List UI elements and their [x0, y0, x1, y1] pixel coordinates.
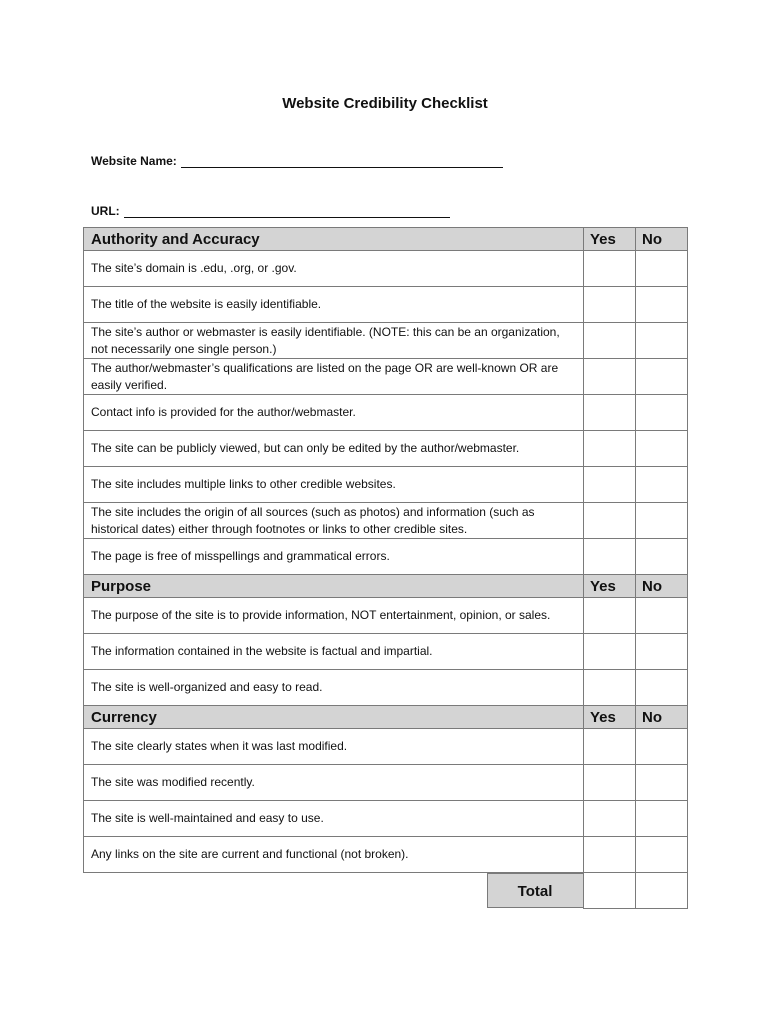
- page-title: Website Credibility Checklist: [282, 95, 488, 112]
- website-name-label: Website Name:: [91, 154, 177, 168]
- no-checkbox-cell[interactable]: [636, 837, 688, 873]
- total-label: Total: [487, 873, 583, 908]
- section-heading: Purpose: [84, 575, 584, 598]
- no-column-header: No: [636, 228, 688, 251]
- yes-column-header: Yes: [584, 706, 636, 729]
- no-total-cell[interactable]: [636, 873, 688, 909]
- credibility-checklist-table: [83, 227, 688, 909]
- no-column-header: No: [636, 575, 688, 598]
- checklist-row: [84, 729, 688, 765]
- checklist-row: [84, 359, 688, 395]
- criterion-text: The information contained in the website is factual and impartial.: [84, 634, 584, 670]
- criterion-text: The title of the website is easily identifiable.: [84, 287, 584, 323]
- url-label: URL:: [91, 204, 120, 218]
- checklist-row: [84, 287, 688, 323]
- no-checkbox-cell[interactable]: [636, 670, 688, 706]
- yes-checkbox-cell[interactable]: [584, 670, 636, 706]
- section-header: [84, 575, 688, 598]
- checklist-row: [84, 598, 688, 634]
- url-input-line[interactable]: [124, 205, 450, 218]
- url-field[interactable]: [91, 204, 450, 218]
- yes-checkbox-cell[interactable]: [584, 431, 636, 467]
- yes-total-cell[interactable]: [584, 873, 636, 909]
- yes-checkbox-cell[interactable]: [584, 634, 636, 670]
- criterion-text: The site clearly states when it was last modified.: [84, 729, 584, 765]
- no-checkbox-cell[interactable]: [636, 765, 688, 801]
- checklist-row: [84, 670, 688, 706]
- yes-checkbox-cell[interactable]: [584, 323, 636, 359]
- checklist-row: [84, 765, 688, 801]
- criterion-text: The site is well-organized and easy to read.: [84, 670, 584, 706]
- no-checkbox-cell[interactable]: [636, 467, 688, 503]
- no-checkbox-cell[interactable]: [636, 395, 688, 431]
- criterion-text: The author/webmaster’s qualifications are listed on the page OR are well-known OR are easily verified.: [84, 359, 584, 395]
- no-checkbox-cell[interactable]: [636, 801, 688, 837]
- criterion-text: The page is free of misspellings and grammatical errors.: [84, 539, 584, 575]
- yes-checkbox-cell[interactable]: [584, 251, 636, 287]
- no-checkbox-cell[interactable]: [636, 251, 688, 287]
- no-checkbox-cell[interactable]: [636, 287, 688, 323]
- yes-checkbox-cell[interactable]: [584, 837, 636, 873]
- criterion-text: The site includes the origin of all sources (such as photos) and information (such as historical dates) either through footnotes or links to other credible sites.: [84, 503, 584, 539]
- section-heading: Authority and Accuracy: [84, 228, 584, 251]
- criterion-text: The site is well-maintained and easy to use.: [84, 801, 584, 837]
- checklist-row: [84, 323, 688, 359]
- checklist-row: [84, 837, 688, 873]
- website-name-input-line[interactable]: [181, 155, 503, 168]
- yes-checkbox-cell[interactable]: [584, 765, 636, 801]
- criterion-text: Any links on the site are current and functional (not broken).: [84, 837, 584, 873]
- section-header: [84, 228, 688, 251]
- yes-checkbox-cell[interactable]: [584, 729, 636, 765]
- yes-column-header: Yes: [584, 228, 636, 251]
- checklist-row: [84, 251, 688, 287]
- no-checkbox-cell[interactable]: [636, 539, 688, 575]
- checklist-row: [84, 431, 688, 467]
- section-heading: Currency: [84, 706, 584, 729]
- checklist-row: [84, 801, 688, 837]
- checklist-row: [84, 634, 688, 670]
- criterion-text: The site includes multiple links to other credible websites.: [84, 467, 584, 503]
- total-row: [84, 873, 688, 909]
- no-checkbox-cell[interactable]: [636, 729, 688, 765]
- yes-checkbox-cell[interactable]: [584, 359, 636, 395]
- checklist-row: [84, 467, 688, 503]
- website-name-field[interactable]: [91, 154, 503, 168]
- criterion-text: The site can be publicly viewed, but can only be edited by the author/webmaster.: [84, 431, 584, 467]
- no-column-header: No: [636, 706, 688, 729]
- criterion-text: The site’s author or webmaster is easily identifiable. (NOTE: this can be an organization, not necessarily one single person.): [84, 323, 584, 359]
- total-spacer: [84, 873, 584, 909]
- criterion-text: The site was modified recently.: [84, 765, 584, 801]
- no-checkbox-cell[interactable]: [636, 359, 688, 395]
- criterion-text: Contact info is provided for the author/webmaster.: [84, 395, 584, 431]
- checklist-row: [84, 539, 688, 575]
- yes-checkbox-cell[interactable]: [584, 395, 636, 431]
- no-checkbox-cell[interactable]: [636, 323, 688, 359]
- yes-checkbox-cell[interactable]: [584, 801, 636, 837]
- yes-checkbox-cell[interactable]: [584, 467, 636, 503]
- no-checkbox-cell[interactable]: [636, 503, 688, 539]
- no-checkbox-cell[interactable]: [636, 598, 688, 634]
- criterion-text: The site’s domain is .edu, .org, or .gov.: [84, 251, 584, 287]
- yes-checkbox-cell[interactable]: [584, 503, 636, 539]
- yes-checkbox-cell[interactable]: [584, 598, 636, 634]
- criterion-text: The purpose of the site is to provide information, NOT entertainment, opinion, or sales.: [84, 598, 584, 634]
- yes-column-header: Yes: [584, 575, 636, 598]
- no-checkbox-cell[interactable]: [636, 431, 688, 467]
- checklist-row: [84, 503, 688, 539]
- section-header: [84, 706, 688, 729]
- yes-checkbox-cell[interactable]: [584, 287, 636, 323]
- checklist-row: [84, 395, 688, 431]
- no-checkbox-cell[interactable]: [636, 634, 688, 670]
- yes-checkbox-cell[interactable]: [584, 539, 636, 575]
